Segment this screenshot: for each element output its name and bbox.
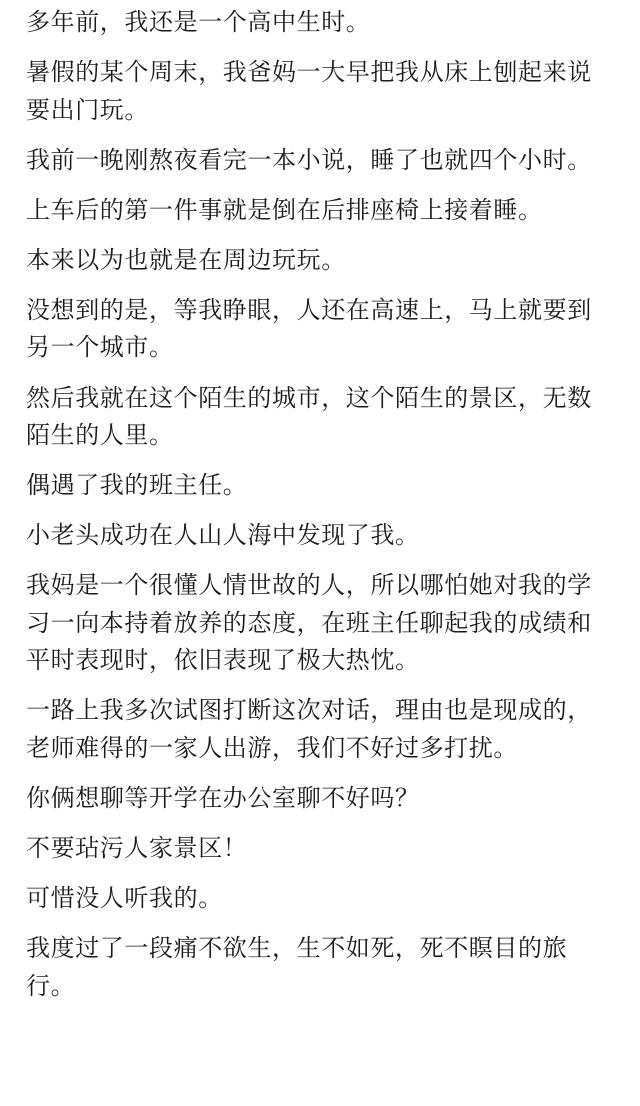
paragraph: 暑假的某个周末，我爸妈一大早把我从床上刨起来说要出门玩。 <box>26 58 592 124</box>
paragraph: 不要玷污人家景区！ <box>26 834 248 863</box>
paragraph: 可惜没人听我的。 <box>26 884 223 913</box>
paragraph: 一路上我多次试图打断这次对话，理由也是现成的，老师难得的一家人出游，我们不好过多打扰。 <box>26 696 592 762</box>
paragraph: 偶遇了我的班主任。 <box>26 471 248 500</box>
paragraph: 我度过了一段痛不欲生，生不如死，死不瞑目的旅行。 <box>26 934 568 1000</box>
paragraph: 我妈是一个很懂人情世故的人，所以哪怕她对我的学习一向本持着放养的态度，在班主任聊起我的成绩和平时表现时，依旧表现了极大热忱。 <box>26 571 592 675</box>
paragraph: 多年前，我还是一个高中生时。 <box>26 8 371 36</box>
paragraph: 我前一晚刚熬夜看完一本小说，睡了也就四个小时。 <box>26 145 592 174</box>
paragraph: 你俩想聊等开学在办公室聊不好吗？ <box>26 784 420 813</box>
paragraph: 本来以为也就是在周边玩玩。 <box>26 245 346 274</box>
paragraph: 然后我就在这个陌生的城市，这个陌生的景区，无数陌生的人里。 <box>26 383 592 450</box>
paragraph: 小老头成功在人山人海中发现了我。 <box>26 521 420 550</box>
paragraph: 没想到的是，等我睁眼，人还在高速上，马上就要到另一个城市。 <box>26 295 592 362</box>
paragraph: 上车后的第一件事就是倒在后排座椅上接着睡。 <box>26 195 543 224</box>
